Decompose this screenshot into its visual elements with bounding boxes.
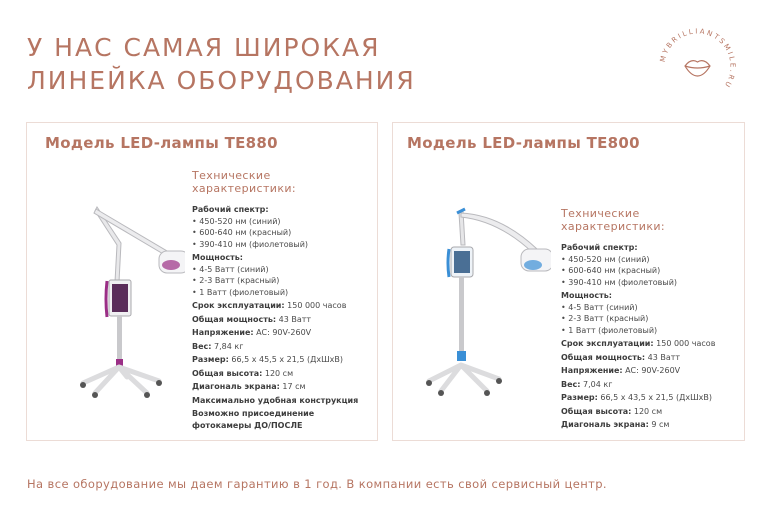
power-label: Мощность: — [561, 291, 612, 300]
power-item: • 1 Ватт (фиолетовый) — [561, 325, 658, 335]
spec-heading: Технические характеристики: — [561, 207, 666, 233]
power-item: • 1 Ватт (фиолетовый) — [192, 287, 289, 297]
headline-line-2: ЛИНЕЙКА ОБОРУДОВАНИЯ — [27, 66, 416, 95]
product-card-te800 — [392, 122, 745, 441]
screen-spec: Диагональ экрана: 9 см — [561, 420, 670, 429]
total-power-spec: Общая мощность: 43 Ватт — [561, 352, 681, 362]
spectrum-item: • 390-410 нм (фиолетовый) — [192, 239, 309, 249]
total-power-spec: Общая мощность: 43 Ватт — [192, 314, 312, 324]
te800-lamp-image — [421, 205, 551, 405]
design-note: Максимально удобная конструкция — [192, 395, 359, 405]
lifetime-spec: Срок эксплуатации: 150 000 часов — [192, 301, 347, 310]
size-spec: Размер: 66,5 x 43,5 x 21,5 (ДxШxВ) — [561, 393, 712, 402]
page-headline — [27, 31, 497, 97]
power-item: • 4-5 Ватт (синий) — [192, 264, 269, 274]
brand-logo — [655, 24, 740, 109]
logo-text: MYBRILLIANTSMILE.RU — [658, 27, 737, 91]
te800-specs — [561, 207, 741, 431]
te880-lamp-image — [55, 187, 185, 399]
voltage-spec: Напряжение: AC: 90V-260V — [192, 328, 312, 337]
screen-spec: Диагональ экрана: 17 см — [192, 382, 306, 391]
lifetime-spec: Срок эксплуатации: 150 000 часов — [561, 339, 716, 348]
camera-note-1: Возможно присоединение — [192, 409, 315, 418]
svg-text:MYBRILLIANTSMILE.RU — [659, 27, 737, 90]
camera-note-2: фотокамеры ДО/ПОСЛЕ — [192, 420, 303, 430]
power-item: • 2-3 Ватт (красный) — [561, 314, 649, 323]
headline-line-1: У НАС САМАЯ ШИРОКАЯ — [27, 33, 381, 62]
warranty-note: На все оборудование мы даем гарантию в 1 год. В компании есть свой сервисный центр. — [27, 477, 607, 491]
product-card-te880 — [26, 122, 378, 441]
power-item: • 2-3 Ватт (красный) — [192, 276, 280, 285]
height-spec: Общая высота: 120 см — [192, 368, 294, 378]
te880-specs — [192, 169, 374, 431]
power-item: • 4-5 Ватт (синий) — [561, 302, 638, 312]
voltage-spec: Напряжение: AC: 90V-260V — [561, 366, 681, 375]
size-spec: Размер: 66,5 x 45,5 x 21,5 (ДxШxВ) — [192, 355, 343, 364]
card-title: Модель LED-лампы TE800 — [407, 134, 640, 152]
power-label: Мощность: — [192, 253, 243, 262]
spec-heading: Технические характеристики: — [192, 169, 297, 195]
spectrum-item: • 390-410 нм (фиолетовый) — [561, 277, 678, 287]
height-spec: Общая высота: 120 см — [561, 406, 663, 416]
spectrum-item: • 600-640 нм (красный) — [561, 266, 661, 275]
spectrum-item: • 450-520 нм (синий) — [561, 254, 650, 264]
spectrum-item: • 450-520 нм (синий) — [192, 216, 281, 226]
spectrum-label: Рабочий спектр: — [192, 205, 269, 214]
weight-spec: Вес: 7,84 кг — [192, 341, 244, 351]
weight-spec: Вес: 7,04 кг — [561, 379, 613, 389]
spectrum-item: • 600-640 нм (красный) — [192, 228, 292, 237]
card-title: Модель LED-лампы TE880 — [45, 134, 278, 152]
spectrum-label: Рабочий спектр: — [561, 243, 638, 252]
lips-icon — [685, 61, 710, 76]
